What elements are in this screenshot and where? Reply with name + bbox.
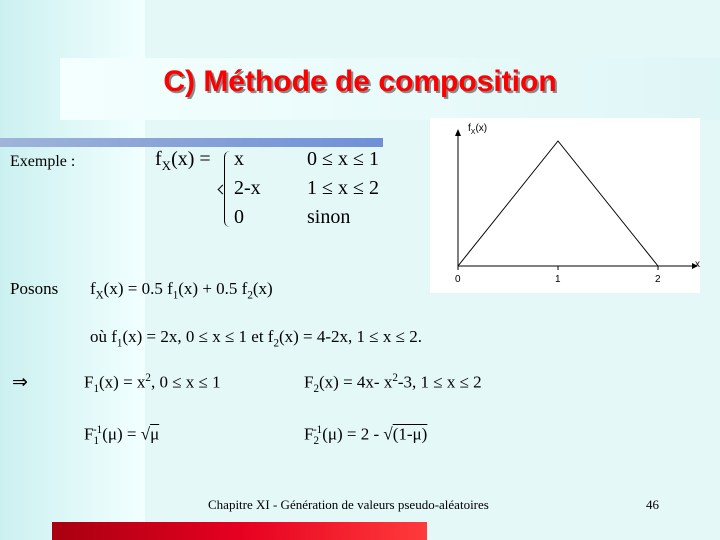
posons-label: Posons — [10, 279, 59, 298]
x-tick-label: 1 — [555, 274, 561, 285]
case-expr-1: x — [234, 148, 244, 170]
page-number: 46 — [646, 497, 659, 512]
case-expr-2: 2-x — [234, 177, 261, 199]
footer-chapter: Chapitre XI - Génération de valeurs pseudo-aléatoires — [208, 497, 489, 512]
red-accent-bar — [52, 522, 427, 540]
F2-cdf: $F_2(x) = 4x-$ $x^2-3$, 1 ≤ x ≤ 2 — [304, 372, 482, 396]
example-label: Exemple : — [10, 153, 76, 170]
case-expr-3: 0 — [234, 206, 244, 228]
y-axis-label: $f_X(x)$ — [468, 123, 488, 136]
F1-inverse: $F_1^{-1}(\mu) = √\mu$ — [84, 424, 160, 448]
density-curve — [458, 141, 658, 266]
x-axis-label: x — [695, 259, 700, 270]
density-lhs: $f_X(x)$ = — [155, 148, 211, 173]
mixture-equation: $f_X(x) = 0.5$ $f_1(x) + 0.5$ $f_2(x)$ — [90, 279, 273, 302]
implies-symbol: ⇒ — [12, 372, 28, 393]
case-cond-1: 0 ≤ x ≤ 1 — [307, 148, 379, 170]
slide-title: C) Méthode de composition — [163, 65, 557, 98]
F2-inverse: $F_2^{-1}(\mu) = 2 - √(1-\mu)$ — [304, 424, 428, 448]
blue-accent-bar — [0, 138, 383, 147]
y-axis-arrow — [455, 129, 461, 136]
case-cond-3: sinon — [307, 206, 351, 228]
component-definitions: où $f_1(x) = 2x$, 0 ≤ x ≤ 1 et $f_2(x) = 4-2x$, 1 ≤ x ≤ 2. — [90, 327, 422, 350]
case-cond-2: 1 ≤ x ≤ 2 — [307, 177, 379, 199]
x-tick-label: 2 — [655, 274, 661, 285]
x-tick-label: 0 — [455, 274, 461, 285]
x-ticks — [455, 266, 661, 285]
F1-cdf: $F_1(x) = x^2$, 0 ≤ x ≤ 1 — [84, 372, 221, 396]
density-plot-svg — [430, 118, 700, 293]
density-graph — [430, 118, 700, 293]
